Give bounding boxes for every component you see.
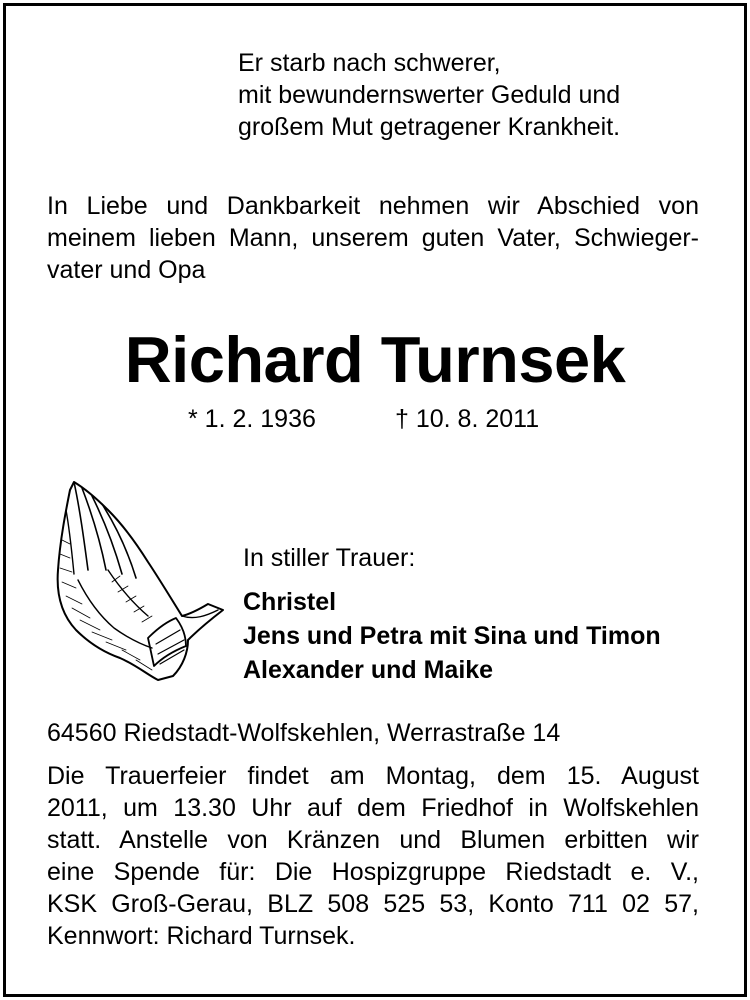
intro-line: meinem lieben Mann, unserem guten Vater, Schwieger- — [47, 224, 699, 252]
funeral-line: eine Spende für: Die Hospizgruppe Riedstadt e. V., — [47, 858, 699, 886]
address: 64560 Riedstadt-Wolfskehlen, Werrastraße 14 — [47, 719, 561, 747]
quote-line: großem Mut getragener Krankheit. — [238, 113, 621, 141]
family-member: Alexander und Maike — [243, 656, 494, 684]
intro-line: vater und Opa — [47, 256, 206, 284]
funeral-line: KSK Groß-Gerau, BLZ 508 525 53, Konto 711 02 57, — [47, 890, 699, 918]
birth-date: * 1. 2. 1936 — [188, 405, 316, 433]
family-member: Jens und Petra mit Sina und Timon — [243, 622, 661, 650]
funeral-paragraph — [47, 760, 699, 952]
quote-line: Er starb nach schwerer, — [238, 49, 501, 77]
deceased-name: Richard Turnsek — [124, 323, 626, 396]
funeral-line: 2011, um 13.30 Uhr auf dem Friedhof in Wolfskehlen — [47, 794, 699, 822]
intro-paragraph — [47, 190, 699, 286]
mourning-label: In stiller Trauer: — [243, 544, 416, 572]
family-member: Christel — [243, 588, 337, 616]
funeral-line: statt. Anstelle von Kränzen und Blumen erbitten wir — [47, 826, 699, 854]
family-list — [243, 585, 661, 687]
funeral-line: Die Trauerfeier findet am Montag, dem 15. August — [47, 762, 699, 790]
intro-line: In Liebe und Dankbarkeit nehmen wir Abschied von — [47, 192, 699, 220]
quote-line: mit bewundernswerter Geduld und — [238, 81, 621, 109]
praying-hands-icon — [48, 470, 228, 685]
death-date: † 10. 8. 2011 — [395, 405, 540, 433]
quote-block — [238, 47, 620, 143]
funeral-line: Kennwort: Richard Turnsek. — [47, 922, 356, 950]
